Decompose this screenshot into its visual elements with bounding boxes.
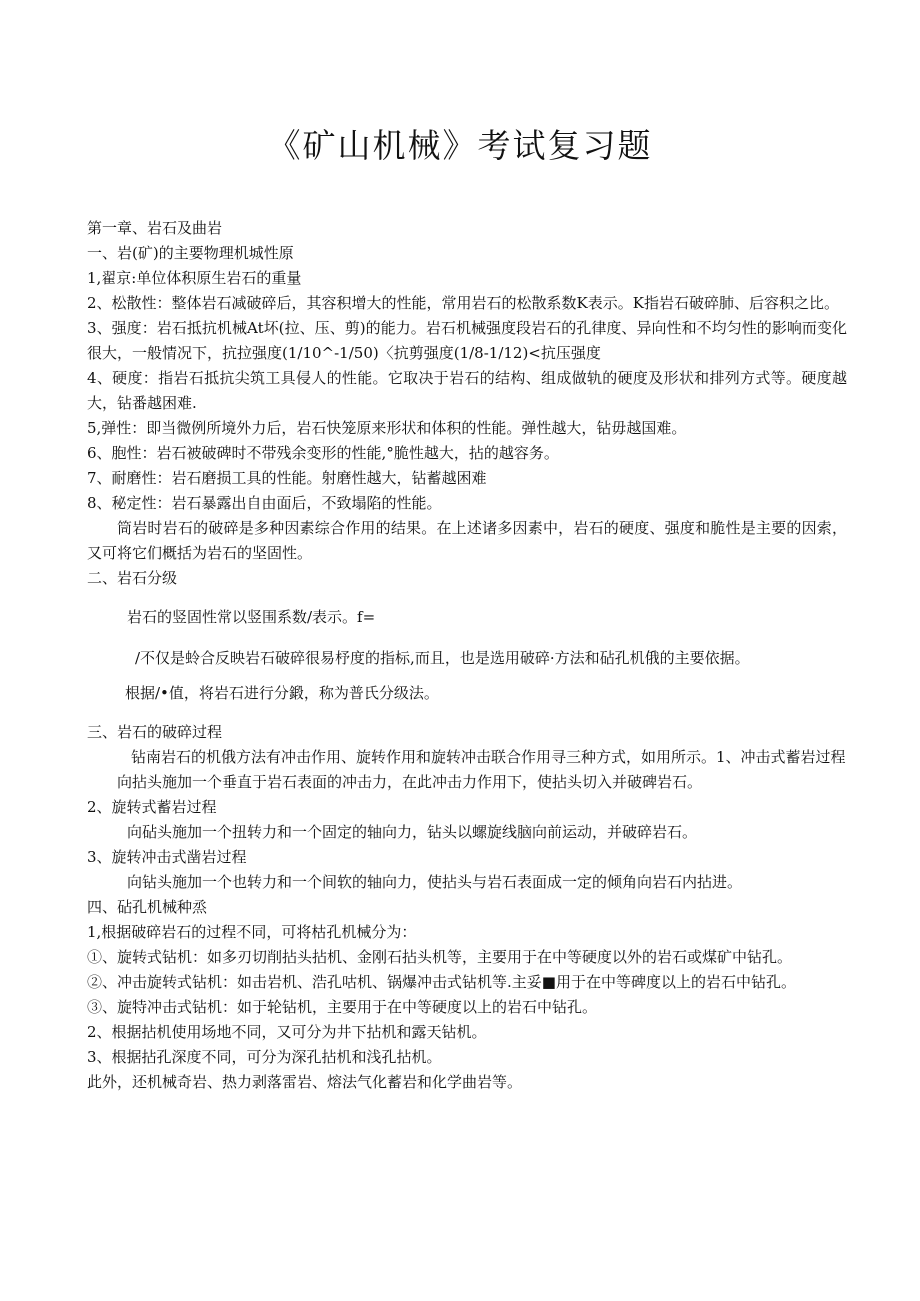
list-item: 4、硬度：指岩石抵抗尖筑工具侵人的性能。它取决于岩石的结构、组成做轨的硬度及形状和排列方式等。硬度越大，钻番越困难.: [87, 369, 847, 412]
chapter-heading: 第一章、岩石及曲岩: [87, 219, 223, 237]
paragraph: 钻南岩石的机俄方法有冲击作用、旋转作用和旋转冲击联合作用寻三种方式，如用所示。1、冲击式蓄岩过程: [131, 748, 846, 766]
section-heading: 四、砧孔机械种烝: [87, 898, 208, 916]
list-item: 2、根据拈机使用场地不同，又可分为井下拈机和露天钻机。: [87, 1023, 487, 1041]
paragraph: /不仅是蛉合反映岩石破碎很易杼度的指标,而且，也是选用破碎·方法和砧孔机俄的主要依据。: [135, 649, 750, 667]
list-item: ②、冲击旋转式钻机：如击岩机、浩孔咕机、锅爆冲击式钻机等.主妥■用于在中等碑度以上的岩石中钻孔。: [87, 973, 796, 991]
list-item: 3、强度：岩石抵抗机械At坏(拉、压、剪)的能力。岩石机械强度段岩石的孔律度、异向性和不均匀性的影响而变化很大，一般情况下，抗拉强度(1/10^-1/50)〈抗剪强度(1/8-1/12)<抗压强度: [87, 319, 847, 362]
document-body: [87, 216, 847, 1095]
paragraph: 向拈头施加一个垂直于岩石表面的冲击力，在此冲击力作用下，使拈头切入并破碑岩石。: [117, 773, 703, 791]
section-heading: 一、岩(矿)的主要物理机城性原: [87, 244, 294, 262]
paragraph: 向钻头施加一个也转力和一个间软的轴向力，使拈头与岩石表面成一定的倾角向岩石内拈进。: [127, 873, 743, 891]
list-item: 7、耐磨性：岩石磨损工具的性能。射磨性越大，钻蓄越困难: [87, 469, 487, 487]
list-item: 2、旋转式蓄岩过程: [87, 798, 217, 816]
list-item: 3、旋转冲击式凿岩过程: [87, 848, 247, 866]
list-item: 1,根据破碎岩石的过程不同，可将枯孔机械分为：: [87, 923, 417, 941]
paragraph: 根据/•值，将岩石进行分鍛，称为普氏分级法。: [125, 684, 439, 702]
paragraph: 此外，还机械奇岩、热力剥落雷岩、熔法气化蓄岩和化学曲岩等。: [87, 1073, 523, 1091]
list-item: ①、旋转式钻机：如多刃切削拈头拈机、金刚石拈头机等，主要用于在中等硬度以外的岩石或煤矿中钻孔。: [87, 948, 793, 966]
section-heading: 二、岩石分级: [87, 569, 178, 587]
paragraph: 岩石的竖固性常以竖围系数/表示。f=: [127, 608, 376, 626]
list-item: 8、秘定性：岩石暴露出自由面后，不致塌陷的性能。: [87, 494, 442, 512]
document-title: 《矿山机械》考试复习题: [267, 126, 653, 165]
paragraph: 筒岩时岩石的破碎是多种因素综合作用的结果。在上述诸多因素中，岩石的硬度、强度和脆性是主要的因索，又可将它们概括为岩石的坚固性。: [87, 519, 847, 562]
list-item: 6、胞性：岩石被破碑时不带残余变形的性能,°脆性越大，拈的越容务。: [87, 444, 559, 462]
list-item: ③、旋特冲击式钻机：如于轮钻机，主要用于在中等硬度以上的岩石中钻孔。: [87, 998, 598, 1016]
list-item: 3、根据拈孔深度不同，可分为深孔拈机和浅孔拈机。: [87, 1048, 442, 1066]
list-item: 1,翟京:单位体积原生岩石的重量: [87, 269, 302, 287]
paragraph: 向砧头施加一个扭转力和一个固定的轴向力，钻头以螺旋线脑向前运动，并破碎岩石。: [127, 823, 698, 841]
list-item: 2、松散性：整体岩石减破碎后，其容积增大的性能，常用岩石的松散系数K表示。K指岩石破碎肺、后容积之比。: [87, 294, 839, 312]
section-heading: 三、岩石的破碎过程: [87, 723, 223, 741]
list-item: 5,弹性：即当微例所境外力后，岩石快笼原来形状和体积的性能。弹性越大，钻毋越国难。: [87, 419, 687, 437]
